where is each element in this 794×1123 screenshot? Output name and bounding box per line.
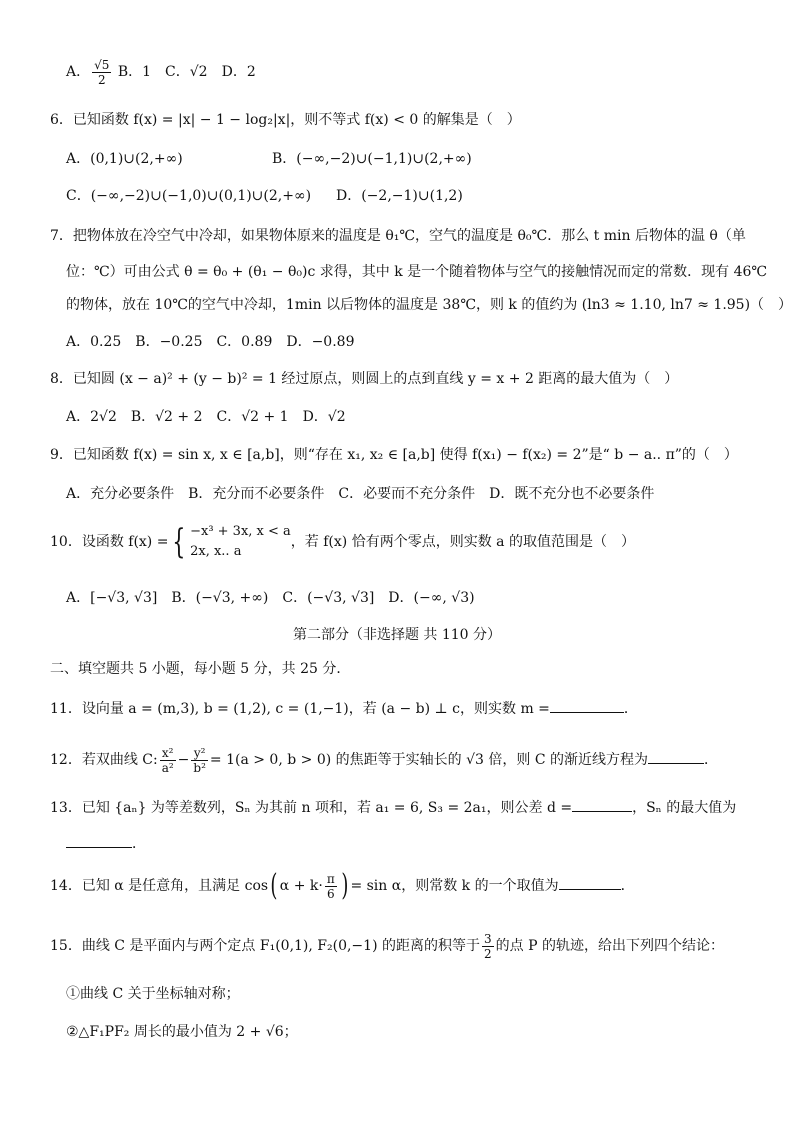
q7-line-2: 位：℃）可由公式 θ = θ₀ + (θ₁ − θ₀)c 求得，其中 k 是一个随着物体与空气的接触情况而定的常数．现有 46℃ <box>66 264 768 280</box>
part2-section-header: 二、填空题共 5 小题，每小题 5 分，共 25 分． <box>50 661 351 677</box>
q12-frac-x-den: a² <box>161 760 174 775</box>
q15-frac <box>482 932 494 961</box>
q7-line-1: 7．把物体放在冷空气中冷却，如果物体原来的温度是 θ₁℃，空气的温度是 θ₀℃．那么 t min 后物体的温 θ（单 <box>50 228 746 244</box>
q5-opt-a-num: √5 <box>94 57 110 72</box>
q9-options: A．充分必要条件 B．充分而不必要条件 C．必要而不充分条件 D．既不充分也不必要条件 <box>66 486 655 502</box>
q15-post: 的点 P 的轨迹，给出下列四个结论： <box>495 938 724 954</box>
q13-line-2 <box>66 833 794 854</box>
q14-paren-open: ( <box>270 868 278 903</box>
q15-stem <box>50 926 794 966</box>
q13-end: ． <box>132 836 146 852</box>
q14-pre: 14．已知 α 是任意角，且满足 cos <box>50 878 269 894</box>
q13-line-1 <box>50 797 794 818</box>
q8-stem: 8．已知圆 (x − a)² + (y − b)² = 1 经过原点，则圆上的点到直线 y = x + 2 距离的最大值为（ ） <box>50 371 679 387</box>
q13-blank-max[interactable] <box>66 833 132 848</box>
q15-conclusion-2: ②△F₁PF₂ 周长的最小值为 2 + √6； <box>66 1024 298 1040</box>
q10-case-2: 2x, x.. a <box>190 544 242 559</box>
q6-opt-d: D．(−2,−1)∪(1,2) <box>336 188 463 204</box>
q14-frac <box>325 872 337 901</box>
q6-opt-c: C．(−∞,−2)∪(−1,0)∪(0,1)∪(2,+∞) <box>66 188 312 204</box>
q11-answer-blank[interactable] <box>550 698 624 713</box>
q5-opt-a-fraction <box>92 58 111 87</box>
part2-title: 第二部分（非选择题 共 110 分） <box>292 627 502 643</box>
q14 <box>50 866 794 906</box>
q12-frac-x-num: x² <box>160 746 176 761</box>
q6-opt-a: A．(0,1)∪(2,+∞) <box>66 151 183 167</box>
q14-inner: α + k· <box>279 878 323 894</box>
q10-options: A．[−√3, √3] B．(−√3, +∞) C．(−√3, √3] D．(−∞, √3) <box>66 590 475 606</box>
q12-frac-y-num: y² <box>191 746 208 761</box>
q12-post: = 1(a > 0, b > 0) 的焦距等于实轴长的 √3 倍，则 C 的渐近线方程为 <box>209 752 648 768</box>
q12-frac-y-den: b² <box>193 760 206 775</box>
q10-suffix: ，若 f(x) 恰有两个零点，则实数 a 的取值范围是（ ） <box>290 534 635 550</box>
q7-line-3: 的物体，放在 10℃的空气中冷却，1min 以后物体的温度是 38℃，则 k 的值约为 (ln3 ≈ 1.10, ln7 ≈ 1.95)（ ） <box>66 297 793 313</box>
q14-post: = sin α，则常数 k 的一个取值为 <box>350 878 559 894</box>
q12-pre: 12．若双曲线 C: <box>50 752 158 768</box>
q10-cases <box>190 522 291 562</box>
q14-frac-den: 6 <box>326 886 335 901</box>
q7-options: A．0.25 B．−0.25 C．0.89 D．−0.89 <box>66 334 355 350</box>
q15-frac-den: 2 <box>484 946 492 961</box>
q13-text: 13．已知 {aₙ} 为等差数列，Sₙ 为其前 n 项和，若 a₁ = 6, S₃ = 2a₁，则公差 d = <box>50 800 573 816</box>
q11-end: ． <box>623 701 638 717</box>
q10-brace: { <box>172 522 186 562</box>
q9-stem: 9．已知函数 f(x) = sin x, x ∈ [a,b]，则“存在 x₁, x₂ ∈ [a,b] 使得 f(x₁) − f(x₂) = 2”是“ b − a.. π”的（ ） <box>50 447 738 463</box>
q11-text: 11．设向量 a = (m,3), b = (1,2), c = (1,−1)，若 (a − b) ⊥ c，则实数 m = <box>50 701 550 717</box>
q12-frac-y <box>191 746 208 775</box>
q5-opt-a-den: 2 <box>97 72 106 87</box>
q8-options: A．2√2 B．√2 + 2 C．√2 + 1 D．√2 <box>66 409 346 425</box>
q14-end: ． <box>620 878 635 894</box>
q12-minus: − <box>177 752 190 768</box>
q14-frac-num: π <box>326 871 335 886</box>
q12 <box>50 740 794 780</box>
q5-opt-a-label: A． <box>66 64 91 80</box>
q13-blank-d[interactable] <box>572 797 632 812</box>
q12-frac-x <box>160 746 176 775</box>
q13-text-b: ，Sₙ 的最大值为 <box>632 800 737 816</box>
q14-paren-close: ) <box>341 868 349 903</box>
q10-case-1: −x³ + 3x, x < a <box>190 524 291 539</box>
q10-stem <box>50 520 794 564</box>
q10-prefix: 10．设函数 f(x) = <box>50 534 169 550</box>
q5-rest-options: B．1 C．√2 D．2 <box>117 64 256 80</box>
q14-answer-blank[interactable] <box>559 875 621 890</box>
q11 <box>50 698 794 719</box>
q12-answer-blank[interactable] <box>648 749 704 764</box>
q6-opt-b: B．(−∞,−2)∪(−1,1)∪(2,+∞) <box>272 151 472 167</box>
q12-end: ． <box>704 752 718 768</box>
q15-pre: 15．曲线 C 是平面内与两个定点 F₁(0,1), F₂(0,−1) 的距离的积等于 <box>50 938 480 954</box>
q5-options <box>66 54 794 90</box>
q15-conclusion-1: ①曲线 C 关于坐标轴对称； <box>66 986 240 1002</box>
q15-frac-num: 3 <box>484 931 492 946</box>
q6-stem: 6．已知函数 f(x) = |x| − 1 − log₂|x|，则不等式 f(x) < 0 的解集是（ ） <box>50 112 521 128</box>
